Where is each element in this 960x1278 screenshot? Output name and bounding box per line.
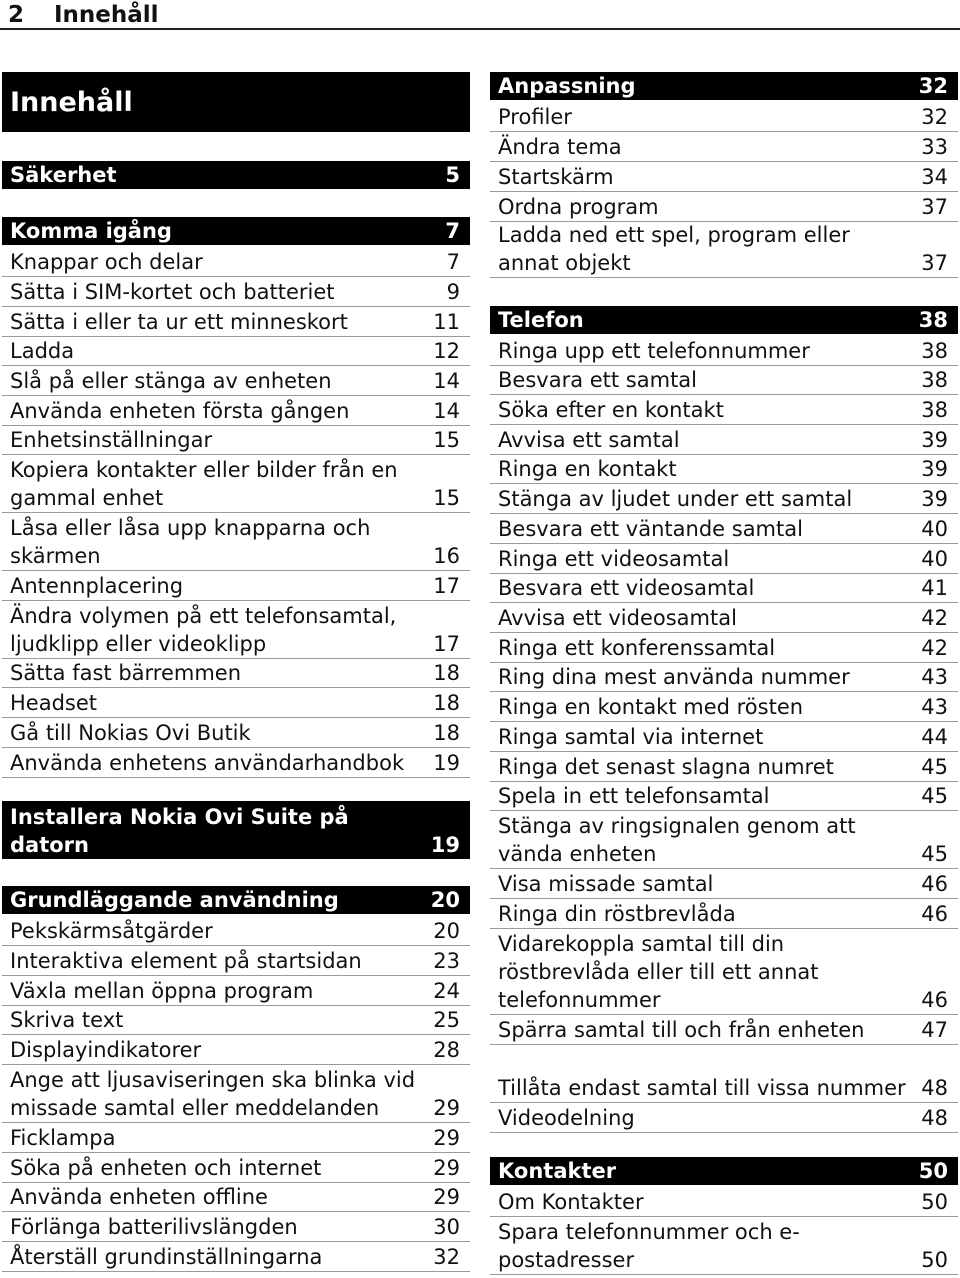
toc-entry[interactable] xyxy=(2,1183,470,1212)
toc-page-number: 29 xyxy=(433,1096,460,1120)
toc-entry[interactable] xyxy=(2,946,470,976)
page-number: 2 xyxy=(8,2,25,28)
toc-page-number: 19 xyxy=(430,833,460,857)
toc-entry-label: Ringa en kontakt xyxy=(498,457,677,481)
toc-entry[interactable] xyxy=(2,1242,470,1272)
toc-entry[interactable] xyxy=(2,1035,470,1065)
toc-entry-label: Använda enheten offline xyxy=(10,1185,268,1209)
toc-entry-label: Förlänga batterilivslängden xyxy=(10,1215,298,1239)
toc-entry-label: Pekskärmsåtgärder xyxy=(10,919,213,943)
toc-page-number: 42 xyxy=(921,636,948,660)
toc-page-number: 48 xyxy=(921,1076,948,1100)
toc-entry[interactable] xyxy=(490,1015,958,1045)
toc-entry-label: Spela in ett telefonsamtal xyxy=(498,784,770,808)
toc-entry[interactable] xyxy=(2,718,470,748)
toc-entry-label: Installera Nokia Ovi Suite på datorn xyxy=(10,805,349,857)
toc-entry[interactable] xyxy=(490,192,958,222)
toc-entry-label: Anpassning xyxy=(498,74,636,98)
toc-page-number: 18 xyxy=(433,691,460,715)
toc-entry-label: Ladda ned ett spel, program eller annat objekt xyxy=(498,223,850,275)
toc-page-number: 47 xyxy=(921,1018,948,1042)
toc-entry-label: Söka efter en kontakt xyxy=(498,398,724,422)
toc-page-number: 28 xyxy=(433,1038,460,1062)
toc-entry-label: Stänga av ljudet under ett samtal xyxy=(498,487,853,511)
toc-entry[interactable] xyxy=(2,601,470,659)
toc-entry-label: Sätta i SIM-kortet och batteriet xyxy=(10,280,335,304)
toc-section-heading[interactable] xyxy=(490,306,958,334)
toc-entry[interactable] xyxy=(2,1153,470,1183)
toc-entry[interactable] xyxy=(2,659,470,688)
toc-entry-label: Ringa samtal via internet xyxy=(498,725,764,749)
toc-entry-label: Om Kontakter xyxy=(498,1190,644,1214)
toc-page-number: 45 xyxy=(921,784,948,808)
toc-page-number: 5 xyxy=(445,163,460,187)
toc-page-number: 17 xyxy=(433,632,460,656)
toc-entry[interactable] xyxy=(2,366,470,396)
toc-entry[interactable] xyxy=(2,1065,470,1123)
toc-page-number: 32 xyxy=(921,105,948,129)
toc-page-number: 17 xyxy=(433,574,460,598)
toc-entry[interactable] xyxy=(490,1103,958,1133)
toc-section-heading[interactable] xyxy=(490,72,958,100)
toc-page-number: 50 xyxy=(918,1159,948,1183)
toc-entry[interactable] xyxy=(2,916,470,946)
toc-page-number: 29 xyxy=(433,1185,460,1209)
toc-entry[interactable] xyxy=(490,811,958,869)
toc-entry-label: Gå till Nokias Ovi Butik xyxy=(10,721,251,745)
toc-entry-label: Ficklampa xyxy=(10,1126,116,1150)
toc-entry-label: Slå på eller stänga av enheten xyxy=(10,369,332,393)
toc-entry-label: Ändra volymen på ett telefonsamtal, ljudklipp eller videoklipp xyxy=(10,604,397,656)
toc-entry[interactable] xyxy=(490,633,958,663)
toc-entry-label: Avvisa ett videosamtal xyxy=(498,606,737,630)
toc-entry-label: Ringa ett videosamtal xyxy=(498,547,730,571)
toc-section-heading[interactable] xyxy=(2,161,470,189)
toc-page-number: 32 xyxy=(918,74,948,98)
toc-page-number: 30 xyxy=(433,1215,460,1239)
toc-page-number: 38 xyxy=(918,308,948,332)
toc-entry[interactable] xyxy=(2,571,470,601)
toc-page-number: 38 xyxy=(921,368,948,392)
toc-entry-label: Startskärm xyxy=(498,165,614,189)
toc-entry[interactable] xyxy=(490,663,958,692)
toc-page-number: 7 xyxy=(445,219,460,243)
toc-entry[interactable] xyxy=(490,782,958,811)
toc-entry-label: Avvisa ett samtal xyxy=(498,428,680,452)
toc-entry[interactable] xyxy=(2,513,470,571)
toc-entry-label: Sätta i eller ta ur ett minneskort xyxy=(10,310,348,334)
toc-page-number: 34 xyxy=(921,165,948,189)
toc-section-heading[interactable] xyxy=(490,1157,958,1185)
toc-entry[interactable] xyxy=(490,162,958,192)
toc-entry-label: Återställ grundinställningarna xyxy=(10,1245,323,1269)
toc-entry-label: Ringa ett konferenssamtal xyxy=(498,636,776,660)
toc-page-number: 38 xyxy=(921,398,948,422)
toc-entry[interactable] xyxy=(2,396,470,426)
toc-entry[interactable] xyxy=(2,1212,470,1242)
toc-entry[interactable] xyxy=(2,1123,470,1153)
toc-entry-label: Spärra samtal till och från enheten xyxy=(498,1018,865,1042)
toc-page-number: 29 xyxy=(433,1126,460,1150)
toc-entry-label: Ringa det senast slagna numret xyxy=(498,755,834,779)
toc-entry-label: Använda enheten första gången xyxy=(10,399,350,423)
toc-page-number: 39 xyxy=(921,487,948,511)
toc-entry[interactable] xyxy=(2,748,470,778)
toc-page-number: 46 xyxy=(921,872,948,896)
toc-entry-label: Kontakter xyxy=(498,1159,617,1183)
toc-title: Innehåll xyxy=(2,72,470,132)
toc-entry[interactable] xyxy=(490,425,958,455)
toc-entry-label: Telefon xyxy=(498,308,584,332)
toc-page-number: 40 xyxy=(921,517,948,541)
toc-entry[interactable] xyxy=(490,102,958,132)
toc-page-number: 50 xyxy=(921,1248,948,1272)
toc-page-number: 37 xyxy=(921,195,948,219)
toc-entry-label: Kopiera kontakter eller bilder från en gammal enhet xyxy=(10,458,398,510)
toc-entry[interactable] xyxy=(2,277,470,307)
toc-entry-label: Besvara ett videosamtal xyxy=(498,576,755,600)
toc-page-number: 43 xyxy=(921,695,948,719)
toc-entry[interactable] xyxy=(490,514,958,544)
toc-entry-label: Ringa en kontakt med rösten xyxy=(498,695,804,719)
toc-page-number: 50 xyxy=(921,1190,948,1214)
toc-page-number: 39 xyxy=(921,428,948,452)
toc-page-number: 46 xyxy=(921,902,948,926)
toc-entry-label: Antennplacering xyxy=(10,574,184,598)
toc-page-number: 11 xyxy=(433,310,460,334)
toc-page-number: 24 xyxy=(433,979,460,1003)
toc-entry[interactable] xyxy=(490,752,958,782)
toc-page-number: 15 xyxy=(433,486,460,510)
toc-entry-label: Ordna program xyxy=(498,195,659,219)
toc-entry[interactable] xyxy=(490,222,958,278)
toc-section-heading[interactable] xyxy=(2,801,470,859)
toc-entry[interactable] xyxy=(2,688,470,718)
toc-page-number: 44 xyxy=(921,725,948,749)
toc-entry[interactable] xyxy=(490,1045,958,1103)
toc-entry[interactable] xyxy=(490,1217,958,1275)
toc-entry-label: Säkerhet xyxy=(10,163,117,187)
toc-entry-label: Profiler xyxy=(498,105,572,129)
toc-page-number: 48 xyxy=(921,1106,948,1130)
toc-page-number: 41 xyxy=(921,576,948,600)
toc-page-number: 12 xyxy=(433,339,460,363)
toc-entry-label: Växla mellan öppna program xyxy=(10,979,314,1003)
toc-entry-label: Visa missade samtal xyxy=(498,872,714,896)
toc-page-number: 40 xyxy=(921,547,948,571)
toc-entry-label: Använda enhetens användarhandbok xyxy=(10,751,405,775)
toc-page-number: 42 xyxy=(921,606,948,630)
toc-entry-label: Stänga av ringsignalen genom att vända enheten xyxy=(498,814,856,866)
toc-entry-label: Enhetsinställningar xyxy=(10,428,213,452)
toc-entry[interactable] xyxy=(2,337,470,366)
toc-entry[interactable] xyxy=(2,426,470,455)
toc-page-number: 16 xyxy=(433,544,460,568)
toc-entry[interactable] xyxy=(490,929,958,1015)
toc-entry-label: Videodelning xyxy=(498,1106,635,1130)
toc-section-heading[interactable] xyxy=(2,886,470,914)
toc-page-number: 45 xyxy=(921,842,948,866)
toc-entry[interactable] xyxy=(490,574,958,603)
toc-entry[interactable] xyxy=(490,395,958,425)
toc-page-number: 33 xyxy=(921,135,948,159)
toc-entry-label: Knappar och delar xyxy=(10,250,203,274)
toc-page-number: 46 xyxy=(921,988,948,1012)
toc-page-number: 9 xyxy=(446,280,460,304)
toc-page-number: 15 xyxy=(433,428,460,452)
toc-page-number: 14 xyxy=(433,399,460,423)
toc-entry[interactable] xyxy=(490,692,958,722)
toc-page-number: 29 xyxy=(433,1156,460,1180)
toc-entry-label: Interaktiva element på startsidan xyxy=(10,949,362,973)
toc-entry[interactable] xyxy=(490,869,958,899)
toc-page-number: 19 xyxy=(433,751,460,775)
toc-page-number: 37 xyxy=(921,251,948,275)
toc-entry-label: Spara telefonnummer och e-postadresser xyxy=(498,1220,800,1272)
toc-page-number: 25 xyxy=(433,1008,460,1032)
toc-entry-label: Sätta fast bärremmen xyxy=(10,661,242,685)
toc-page-number: 23 xyxy=(433,949,460,973)
toc-entry-label: Ringa din röstbrevlåda xyxy=(498,902,736,926)
toc-entry[interactable] xyxy=(490,455,958,484)
toc-page-number: 39 xyxy=(921,457,948,481)
toc-entry-label: Headset xyxy=(10,691,98,715)
toc-page-number: 7 xyxy=(446,250,460,274)
toc-entry-label: Ringa upp ett telefonnummer xyxy=(498,339,810,363)
toc-entry-label: Besvara ett väntande samtal xyxy=(498,517,803,541)
toc-entry[interactable] xyxy=(2,307,470,337)
toc-page-number: 20 xyxy=(433,919,460,943)
toc-page-number: 32 xyxy=(433,1245,460,1269)
toc-entry-label: Vidarekoppla samtal till din röstbrevlåda eller till ett annat telefonnummer xyxy=(498,932,819,1012)
toc-entry[interactable] xyxy=(490,132,958,162)
toc-entry[interactable] xyxy=(490,484,958,514)
toc-entry-label: Displayindikatorer xyxy=(10,1038,202,1062)
toc-entry-label: Tillåta endast samtal till vissa nummer xyxy=(498,1076,906,1100)
toc-entry-label: Ring dina mest använda nummer xyxy=(498,665,850,689)
toc-entry[interactable] xyxy=(490,336,958,366)
toc-section-heading[interactable] xyxy=(2,217,470,245)
running-title: Innehåll xyxy=(54,2,159,28)
toc-entry[interactable] xyxy=(490,366,958,395)
toc-entry[interactable] xyxy=(490,544,958,574)
toc-page-number: 18 xyxy=(433,721,460,745)
toc-page-number: 45 xyxy=(921,755,948,779)
toc-entry-label: Låsa eller låsa upp knapparna och skärmen xyxy=(10,516,371,568)
toc-page-number: 43 xyxy=(921,665,948,689)
toc-entry-label: Ange att ljusaviseringen ska blinka vid missade samtal eller meddelanden xyxy=(10,1068,416,1120)
toc-entry[interactable] xyxy=(2,976,470,1006)
toc-entry[interactable] xyxy=(490,603,958,633)
toc-entry-label: Grundläggande användning xyxy=(10,888,339,912)
toc-entry[interactable] xyxy=(2,247,470,277)
toc-entry[interactable] xyxy=(490,899,958,929)
toc-entry[interactable] xyxy=(490,1187,958,1217)
toc-entry-label: Komma igång xyxy=(10,219,172,243)
toc-page-number: 14 xyxy=(433,369,460,393)
toc-entry-label: Ladda xyxy=(10,339,75,363)
toc-entry-label: Söka på enheten och internet xyxy=(10,1156,322,1180)
toc-entry[interactable] xyxy=(2,455,470,513)
page-header xyxy=(0,0,960,30)
toc-page-number: 18 xyxy=(433,661,460,685)
toc-entry[interactable] xyxy=(2,1006,470,1035)
toc-page-number: 20 xyxy=(430,888,460,912)
toc-entry-label: Ändra tema xyxy=(498,135,622,159)
toc-entry-label: Skriva text xyxy=(10,1008,124,1032)
toc-page-number: 38 xyxy=(921,339,948,363)
toc-entry-label: Besvara ett samtal xyxy=(498,368,698,392)
toc-entry[interactable] xyxy=(490,722,958,752)
